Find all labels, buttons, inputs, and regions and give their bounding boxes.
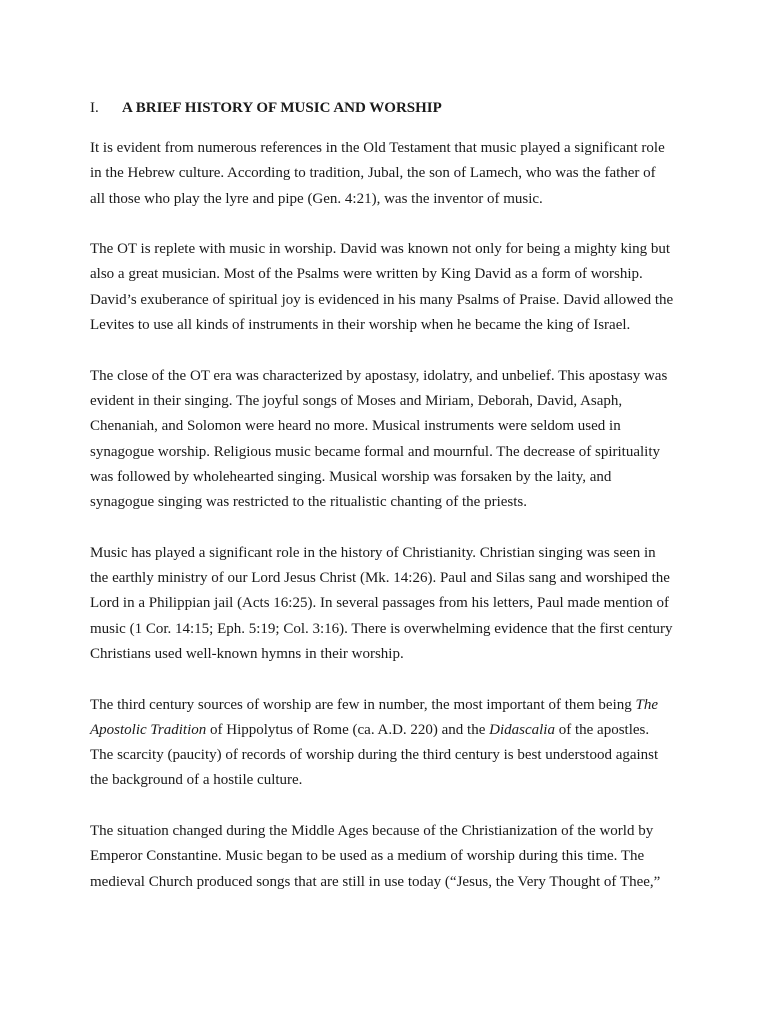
paragraph-line: was followed by wholehearted singing. Musical worship was forsaken by the laity, and (90, 468, 612, 485)
paragraph-line: all those who play the lyre and pipe (Gen. 4:21), was the inventor of music. (90, 190, 543, 207)
text-run: The third century sources of worship are few in number, the most important of them being (90, 696, 636, 713)
italic-title-run: The (635, 696, 659, 713)
italic-title-run: Apostolic Tradition (90, 721, 207, 738)
paragraph-line: Christians used well-known hymns in their worship. (90, 645, 404, 662)
paragraph-line: medieval Church produced songs that are still in use today (“Jesus, the Very Thought of Thee,” (90, 873, 661, 890)
section-title: A BRIEF HISTORY OF MUSIC AND WORSHIP (122, 100, 442, 116)
text-run: of Hippolytus of Rome (ca. A.D. 220) and the (206, 721, 490, 738)
paragraph-line: Lord in a Philippian jail (Acts 16:25). In several passages from his letters, Paul made mention of (90, 595, 670, 612)
paragraph-line: Music has played a significant role in the history of Christianity. Christian singing was seen in (90, 544, 656, 561)
paragraph-4 (90, 541, 690, 667)
paragraph-line (90, 693, 690, 718)
paragraph-line: evident in their singing. The joyful songs of Moses and Miriam, Deborah, David, Asaph, (90, 392, 623, 409)
paragraph-line: in the Hebrew culture. According to tradition, Jubal, the son of Lamech, who was the father of (90, 165, 656, 182)
paragraph-line: Levites to use all kinds of instruments in their worship when he became the king of Israel. (90, 317, 631, 334)
italic-title-run: Didascalia (489, 721, 555, 738)
paragraph-3 (90, 364, 690, 516)
paragraph-5 (90, 693, 690, 794)
paragraph-1 (90, 136, 690, 212)
section-number: I. (90, 100, 99, 116)
paragraph-line: the earthly ministry of our Lord Jesus Christ (Mk. 14:26). Paul and Silas sang and worshiped the (90, 570, 670, 587)
text-run: of the apostles. (554, 721, 650, 738)
paragraph-line: It is evident from numerous references in the Old Testament that music played a significant role (90, 140, 665, 156)
paragraph-line: David’s exuberance of spiritual joy is evidenced in his many Psalms of Praise. David allowed the (90, 291, 674, 308)
paragraph-line (90, 718, 690, 743)
paragraph-line: The scarcity (paucity) of records of worship during the third century is best understood against (90, 747, 659, 764)
paragraph-line: also a great musician. Most of the Psalms were written by King David as a form of worship. (90, 266, 643, 283)
paragraph-line: synagogue singing was restricted to the ritualistic chanting of the priests. (90, 494, 527, 511)
paragraph-6 (90, 819, 690, 895)
paragraph-line: music (1 Cor. 14:15; Eph. 5:19; Col. 3:16). There is overwhelming evidence that the first century (90, 620, 673, 637)
paragraph-line: The situation changed during the Middle Ages because of the Christianization of the world by (90, 823, 654, 840)
paragraph-line: synagogue worship. Religious music became formal and mournful. The decrease of spirituality (90, 443, 660, 460)
paragraph-2 (90, 237, 690, 338)
document-page (90, 96, 690, 895)
paragraph-line: the background of a hostile culture. (90, 772, 303, 789)
paragraph-line: Emperor Constantine. Music began to be used as a medium of worship during this time. The (90, 848, 645, 865)
paragraph-line: Chenaniah, and Solomon were heard no more. Musical instruments were seldom used in (90, 418, 621, 435)
section-heading (90, 96, 690, 121)
paragraph-line: The close of the OT era was characterized by apostasy, idolatry, and unbelief. This apostasy was (90, 367, 668, 384)
paragraph-line: The OT is replete with music in worship. David was known not only for being a mighty king but (90, 241, 671, 258)
